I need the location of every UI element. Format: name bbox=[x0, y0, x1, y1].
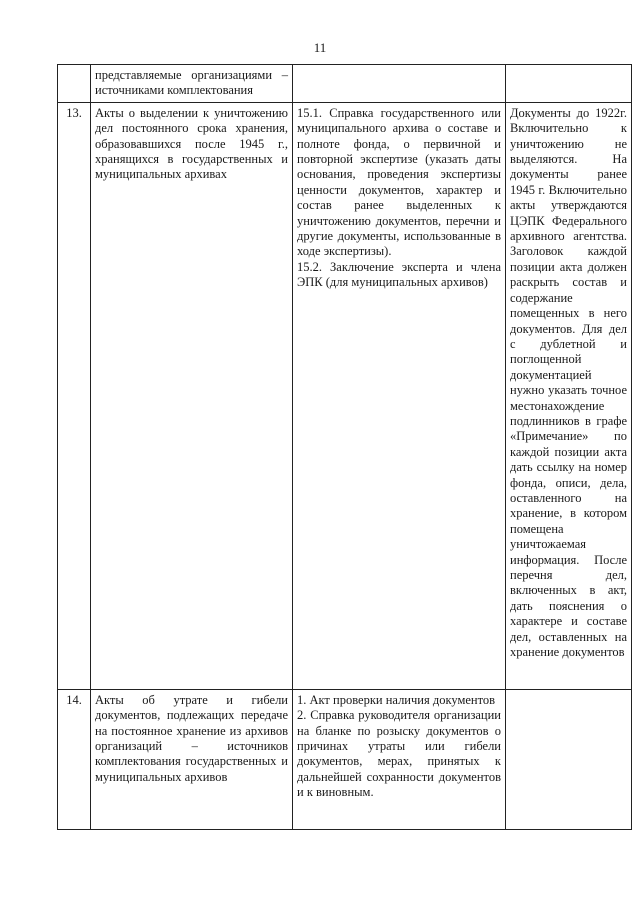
notes-cell bbox=[506, 65, 632, 103]
table-row bbox=[58, 689, 632, 829]
table-row bbox=[58, 102, 632, 689]
notes-cell: Документы до 1922г. Включительно к уничтожению не выделяются. На документы ранее 1945 г. Включительно акты утверждаются ЦЭПК Федерального архивного агентства. Заголовок каждой позиции акта должен раскрыть состав и содержание помещенных в него документов. Для дел с дублетной и поглощенной документацией нужно указать точное местонахождение подлинников в графе «Примечание» по каждой позиции акта дать ссылку на номер фонда, описи, дела, оставленного на хранение, в котором помещена уничтожаемая информация. После перечня дел, включенных в акт, дать пояснения о характере и составе дел, оставленных на хранение документов bbox=[506, 102, 632, 689]
required-documents-cell bbox=[293, 689, 506, 829]
document-type-cell: представляемые организациями – источниками комплектования bbox=[91, 65, 293, 103]
required-documents-cell bbox=[293, 102, 506, 689]
required-documents-cell bbox=[293, 65, 506, 103]
document-type-cell: Акты об утрате и гибели документов, подлежащих передаче на постоянное хранение из архивов организаций – источников комплектования государственных и муниципальных архивов bbox=[91, 689, 293, 829]
page-number: 11 bbox=[313, 40, 327, 55]
table-row bbox=[58, 65, 632, 103]
row-number: 13. bbox=[58, 102, 91, 689]
required-document-item: 15.1. Справка государственного или муниципального архива о составе и полноте фонда, о первичной и повторной экспертизе (указать даты основания, проведения экспертизы ценности документов, характер и состав ранее выделенных к уничтожению документов, перечни и другие документы, использованные в ходе экспертизы). bbox=[297, 105, 501, 259]
row-number: 14. bbox=[58, 689, 91, 829]
required-document-item: 1. Акт проверки наличия документов bbox=[297, 692, 496, 707]
row-number bbox=[58, 65, 91, 103]
required-document-item: 15.2. Заключение эксперта и члена ЭПК (для муниципальных архивов) bbox=[297, 259, 501, 290]
document-table bbox=[57, 64, 632, 830]
document-type-cell: Акты о выделении к уничтожению дел постоянного срока хранения, образовавшихся после 1945 г., хранящихся в государственных и муниципальных архивах bbox=[91, 102, 293, 689]
notes-cell bbox=[506, 689, 632, 829]
required-document-item: 2. Справка руководителя организации на бланке по розыску документов о причинах утраты или гибели документов, мерах, принятых к дальнейшей сохранности документов и к виновным. bbox=[297, 708, 501, 800]
